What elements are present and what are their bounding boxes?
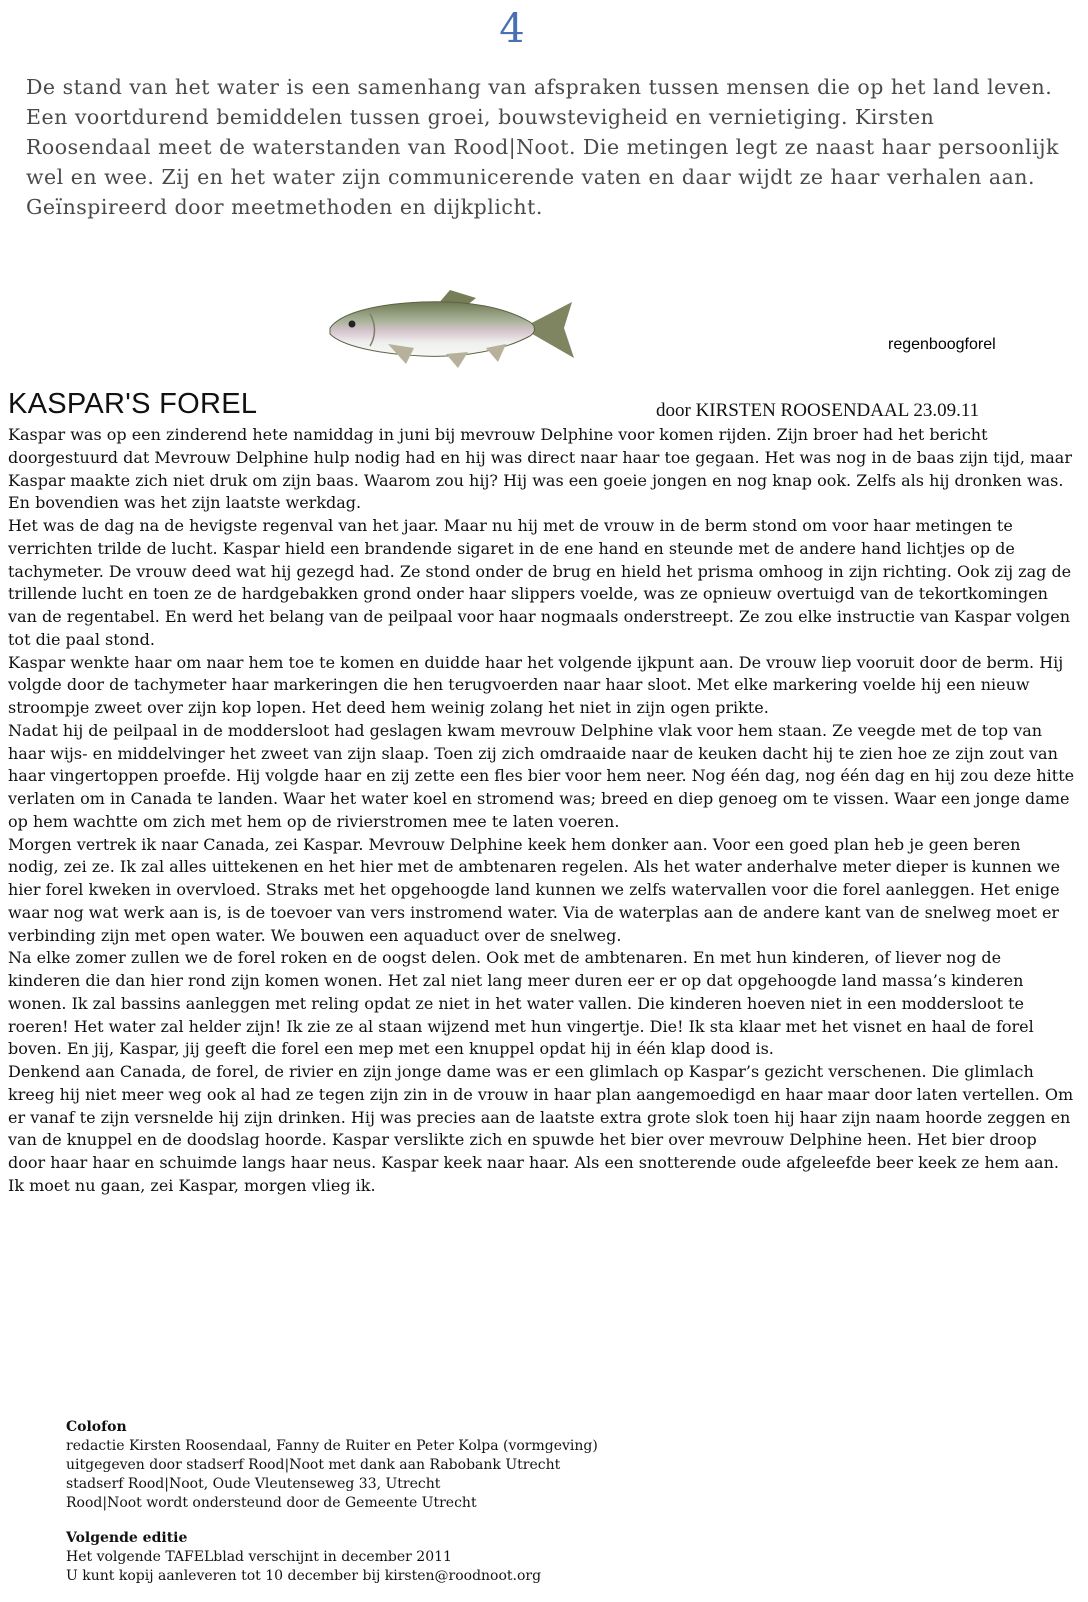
next-edition-line: U kunt kopij aanleveren tot 10 december bij kirsten@roodnoot.org [66,1568,542,1584]
story-title: KASPAR'S FOREL [8,388,258,420]
intro-text: De stand van het water is een samenhang van afspraken tussen mensen die op het land leven. Een voortdurend bemiddelen tussen groei, bouwstevigheid en vernietiging. Kirsten Roosendaal meet de waterstanden van Rood|Noot. Die metingen legt ze naast haar persoonlijk wel en wee. Zij en het water zijn communicerende vaten en daar wijdt ze haar verhalen aan. Geïnspireerd door meetmethoden en dijkplicht. [26,75,1059,219]
colofon-line: uitgegeven door stadserf Rood|Noot met dank aan Rabobank Utrecht [66,1457,561,1473]
story-paragraph: Kaspar wenkte haar om naar hem toe te komen en duidde haar het volgende ijkpunt aan. De vrouw liep vooruit door de berm. Hij volgde door de tachymeter haar markeringen die hen terugvoerden naar haar sloot. Met elke markering voelde hij een nieuw stroompje zweet over zijn kop lopen. Het deed hem weinig zolang het niet in zijn ogen prikte. [8,652,1064,717]
colofon-heading: Colofon [66,1419,127,1435]
colofon-line: stadserf Rood|Noot, Oude Vleutenseweg 33, Utrecht [66,1476,441,1492]
next-edition-section [66,1529,1026,1586]
story-paragraph: Na elke zomer zullen we de forel roken en de oogst delen. Ook met de ambtenaren. En met hun kinderen, of liever nog de kinderen die dan hier rond zijn komen wonen. Het zal niet lang meer duren eer er op dat opgehoogde land massa’s kinderen wonen. Ik zal bassins aanleggen met reling opdat ze niet in het water vallen. Die kinderen hoeven niet in een moddersloot te roeren! Het water zal helder zijn! Ik zie ze al staan wijzend met hun vingertje. Die! Ik sta klaar met het visnet en haal de forel boven. En jij, Kaspar, jij geeft die forel een mep met een knuppel opdat hij in één klap dood is. [8,948,1034,1059]
story-paragraph: Nadat hij de peilpaal in de moddersloot had geslagen kwam mevrouw Delphine vlak voor hem staan. Ze veegde met de top van haar wijs- en middelvinger het zweet van zijn slaap. Toen zij zich omdraaide naar de keuken dacht hij te zien hoe ze zijn zout van haar vingertoppen proefde. Hij volgde haar en zij zette een fles bier voor hem neer. Nog één dag, nog één dag en hij zou deze hitte verlaten om in Canada te landen. Waar het water koel en stromend was; breed en diep genoeg om te vissen. Waar een jonge dame op hem wachtte om zich met hem op de rivierstromen mee te laten voeren. [8,720,1075,831]
colofon-line: Rood|Noot wordt ondersteund door de Gemeente Utrecht [66,1495,477,1511]
next-edition-line: Het volgende TAFELblad verschijnt in december 2011 [66,1549,452,1565]
next-edition-heading: Volgende editie [66,1530,188,1546]
story-paragraph: Het was de dag na de hevigste regenval van het jaar. Maar nu hij met de vrouw in de berm stond om voor haar metingen te verrichten trilde de lucht. Kaspar hield een brandende sigaret in de ene hand en steunde met de andere hand lichtjes op de tachymeter. De vrouw deed wat hij gezegd had. Ze stond onder de brug en hield het prisma omhoog in zijn richting. Ook zij zag de trillende lucht en toen ze de hardgebakken grond onder haar slippers voelde, was ze opnieuw overtuigd van de tekortkomingen van de regentabel. En werd het belang van de peilpaal voor haar nogmaals onderstreept. Ze zou elke instructie van Kaspar volgen tot die paal stond. [8,516,1072,649]
colofon-section [66,1418,1026,1513]
story-paragraph: Morgen vertrek ik naar Canada, zei Kaspar. Mevrouw Delphine keek hem donker aan. Voor een goed plan heb je geen beren nodig, zei ze. Ik zal alles uittekenen en het hier met de ambtenaren regelen. Als het water anderhalve meter dieper is kunnen we hier forel kweken in overvloed. Straks met het opgehoogde land kunnen we zelfs watervallen voor die forel aanleggen. Het enige waar nog wat werk aan is, is de toevoer van vers instromend water. Via de waterplas aan de andere kant van de snelweg moet er verbinding zijn met open water. We bouwen een aquaduct over de snelweg. [8,834,1061,945]
image-caption: regenboogforel [888,336,996,353]
colofon-line: redactie Kirsten Roosendaal, Fanny de Ruiter en Peter Kolpa (vormgeving) [66,1438,598,1454]
story-paragraph: Kaspar was op een zinderend hete namiddag in juni bij mevrouw Delphine voor komen rijden. Zijn broer had het bericht doorgestuurd dat Mevrouw Delphine hulp nodig had en hij was direct naar haar toe gegaan. Het was nog in de baas zijn tijd, maar Kaspar maakte zich niet druk om zijn baas. Waarom zou hij? Hij was een goeie jongen en nog knap ook. Zelfs als hij dronken was. En bovendien was het zijn laatste werkdag. [8,425,1072,513]
story-paragraph: Denkend aan Canada, de forel, de rivier en zijn jonge dame was er een glimlach op Kaspar’s gezicht verschenen. Die glimlach kreeg hij niet meer weg ook al had ze tegen zijn zin in de vrouw in haar plan aangemoedigd en haar maar door laten vertellen. Om er vanaf te zijn versnelde hij zijn drinken. Hij was precies aan de laatste extra grote slok toen hij haar zijn naam hoorde zeggen en van de knuppel en de doodslag hoorde. Kaspar verslikte zich en spuwde het bier over mevrouw Delphine heen. Het bier droop door haar haar en schuimde langs haar neus. Kaspar keek naar haar. Als een snotterende oude afgeleefde beer keek ze hem aan. Ik moet nu gaan, zei Kaspar, morgen vlieg ik. [8,1062,1074,1195]
page-number: 4 [499,6,525,52]
trout-eye [349,321,356,328]
footer [66,1418,1026,1602]
story-body [8,424,1076,1198]
story-byline: door KIRSTEN ROOSENDAAL 23.09.11 [656,400,980,421]
trout-pelvic-fin [446,352,468,368]
trout-illustration [326,288,578,368]
